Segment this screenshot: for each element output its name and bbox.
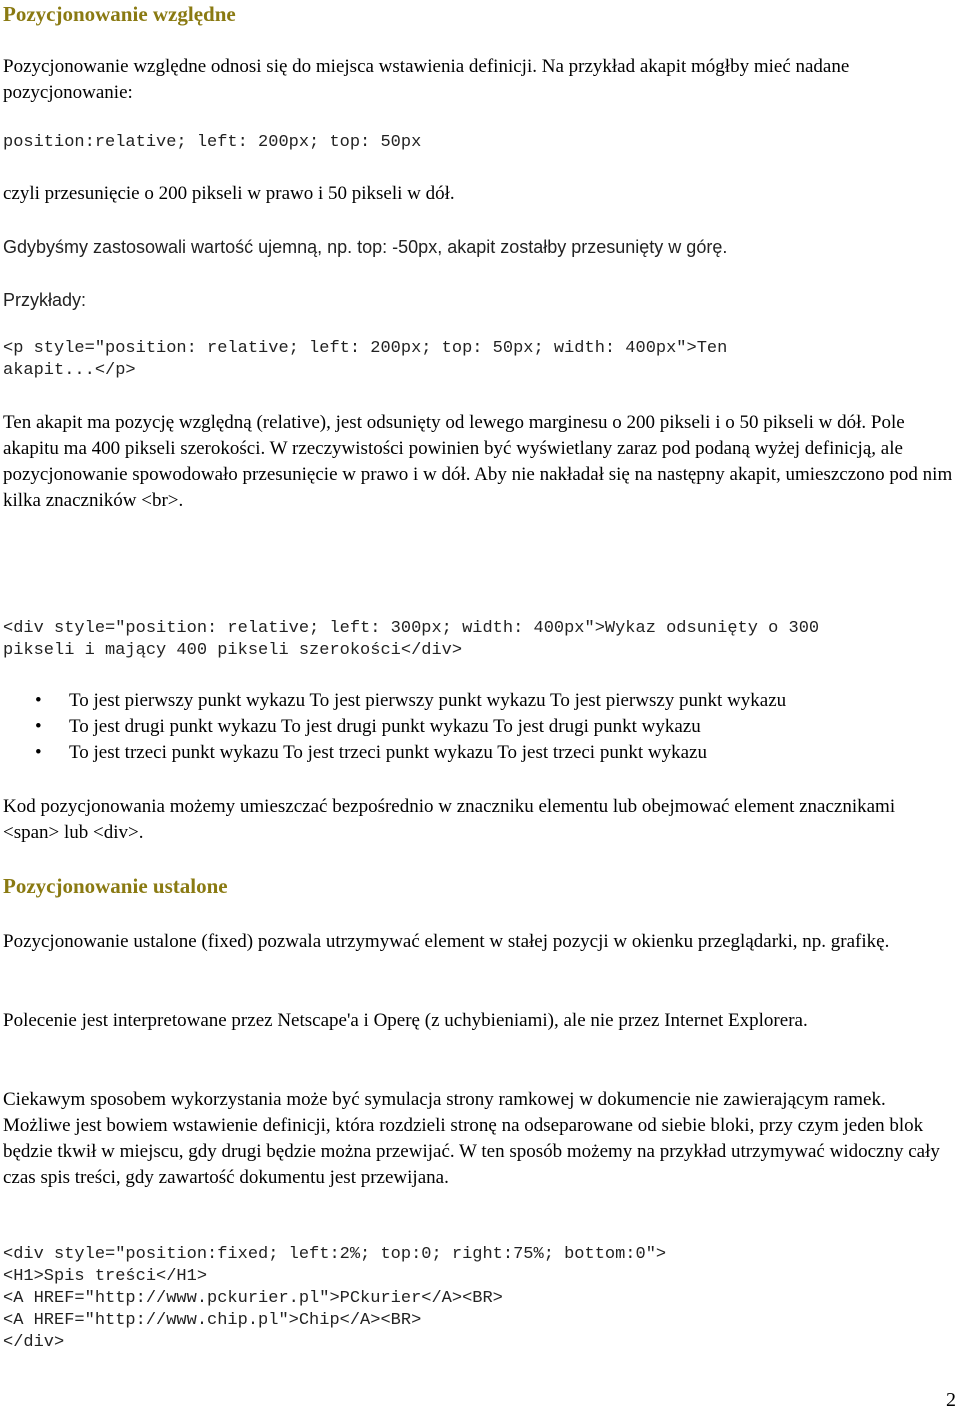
code-example-paragraph-line2: akapit...</p> <box>3 361 136 380</box>
paragraph-span-div: Kod pozycjonowania możemy umieszczać bezpośrednio w znaczniku elementu lub obejmować element znacznikami <span> lub <div>. <box>3 796 896 843</box>
paragraph-examples-label: Przykłady: <box>3 290 87 310</box>
paragraph-intro: Pozycjonowanie względne odnosi się do miejsca wstawienia definicji. Na przykład akapit mógłby mieć nadane pozycjonowanie: <box>3 56 850 103</box>
code-example-position: position:relative; left: 200px; top: 50px <box>3 133 422 152</box>
bullet-list <box>3 688 786 766</box>
heading-relative-positioning: Pozycjonowanie względne <box>3 2 236 26</box>
code-example-div-line2: pikseli i mający 400 pikseli szerokości</div> <box>3 641 463 660</box>
code-example-fixed-line5: </div> <box>3 1333 65 1352</box>
list-item: • To jest pierwszy punkt wykazu To jest pierwszy punkt wykazu To jest pierwszy punkt wykazu <box>69 688 786 714</box>
paragraph-frame-simulation: Ciekawym sposobem wykorzystania może być symulacja strony ramkowej w dokumencie nie zawierającym ramek. Możliwe jest bowiem wstawienie definicji, która rozdzieli stronę na odseparowane od siebie bloki, przy czym jeden blok będzie tkwił w miejscu, gdy drugi będzie można przewijać. W ten sposób możemy na przykład utrzymywać widoczny cały czas spis treści, gdy zawartość dokumentu jest przewijana. <box>3 1089 940 1188</box>
bullet-icon: • <box>35 716 42 737</box>
bullet-icon: • <box>35 690 42 711</box>
heading-fixed-positioning: Pozycjonowanie ustalone <box>3 874 228 898</box>
paragraph-shift-description: czyli przesunięcie o 200 pikseli w prawo i 50 pikseli w dół. <box>3 183 455 204</box>
code-example-fixed-line2: <H1>Spis treści</H1> <box>3 1267 208 1286</box>
paragraph-relative-explanation: Ten akapit ma pozycję względną (relative), jest odsunięty od lewego marginesu o 200 pikseli i o 50 pikseli w dół. Pole akapitu ma 400 pikseli szerokości. W rzeczywistości powinien być wyświetlany zaraz pod podaną wyżej definicją, ale pozycjonowanie spowodowało przesunięcie w prawo i w dół. Aby nie nakładał się na następny akapit, umieszczono pod nim kilka znaczników <br>. <box>3 412 953 511</box>
paragraph-browser-support: Polecenie jest interpretowane przez Netscape'a i Operę (z uchybieniami), ale nie przez Internet Explorera. <box>3 1010 808 1031</box>
list-item: • To jest trzeci punkt wykazu To jest trzeci punkt wykazu To jest trzeci punkt wykazu <box>69 740 786 766</box>
code-example-fixed-line4: <A HREF="http://www.chip.pl">Chip</A><BR> <box>3 1311 422 1330</box>
code-example-paragraph-line1: <p style="position: relative; left: 200px; top: 50px; width: 400px">Ten <box>3 339 728 358</box>
paragraph-negative-value: Gdybyśmy zastosowali wartość ujemną, np. top: -50px, akapit zostałby przesunięty w górę. <box>3 237 728 257</box>
bullet-icon: • <box>35 742 42 763</box>
list-item: • To jest drugi punkt wykazu To jest drugi punkt wykazu To jest drugi punkt wykazu <box>69 714 786 740</box>
page-number: 2 <box>946 1389 956 1411</box>
code-example-fixed-line1: <div style="position:fixed; left:2%; top:0; right:75%; bottom:0"> <box>3 1245 667 1264</box>
code-example-div-line1: <div style="position: relative; left: 300px; width: 400px">Wykaz odsunięty o 300 <box>3 619 820 638</box>
code-example-fixed-line3: <A HREF="http://www.pckurier.pl">PCkurier</A><BR> <box>3 1289 503 1308</box>
paragraph-fixed-intro: Pozycjonowanie ustalone (fixed) pozwala utrzymywać element w stałej pozycji w okienku przeglądarki, np. grafikę. <box>3 931 890 952</box>
